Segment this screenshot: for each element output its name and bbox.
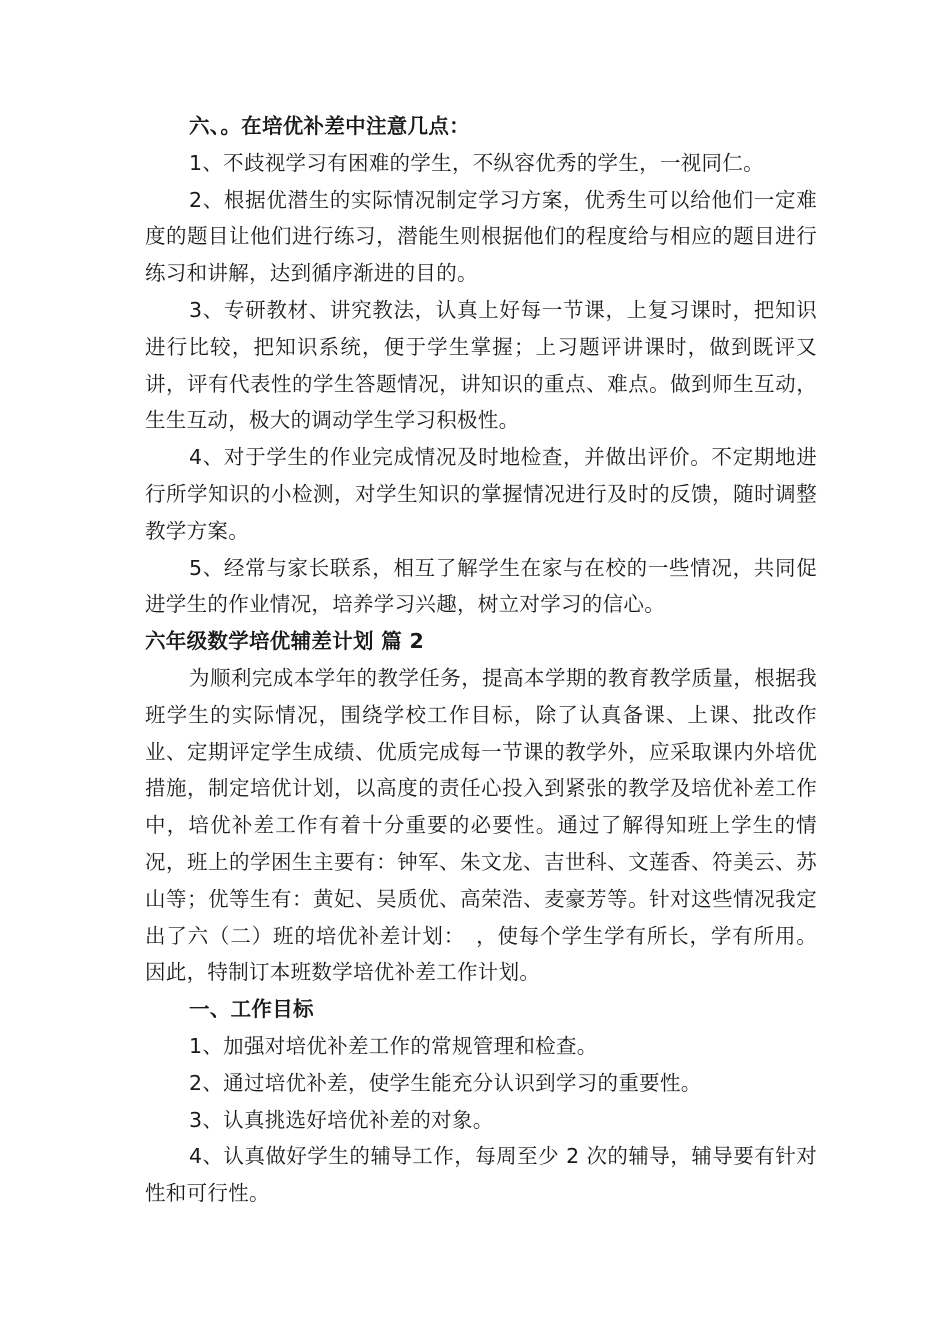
section-heading-six: 六、。在培优补差中注意几点： [189,114,470,138]
paragraph-item-2: 2、根据优潜生的实际情况制定学习方案，优秀生可以给他们一定难度的题目让他们进行练习，潜能生则根据他们的程度给与相应的题目进行练习和讲解，达到循序渐进的目的。 [145,187,817,286]
goal-item-2: 2、通过培优补差，使学生能充分认识到学习的重要性。 [189,1070,702,1095]
goal-item-3: 3、认真挑选好培优补差的对象。 [189,1107,494,1132]
paragraph-item-1: 1、不歧视学习有困难的学生，不纵容优秀的学生，一视同仁。 [189,150,764,175]
document-body [145,108,817,1212]
goal-item-1: 1、加强对培优补差工作的常规管理和检查。 [189,1033,598,1058]
article-title: 六年级数学培优辅差计划 篇 2 [145,629,425,654]
goal-item-4: 4、认真做好学生的辅导工作，每周至少 2 次的辅导，辅导要有针对性和可行性。 [145,1144,817,1206]
paragraph-item-5: 5、经常与家长联系，相互了解学生在家与在校的一些情况，共同促进学生的作业情况，培养学习兴趣，树立对学习的信心。 [145,555,817,617]
paragraph-item-4: 4、对于学生的作业完成情况及时地检查，并做出评价。不定期地进行所学知识的小检测，对学生知识的掌握情况进行及时的反馈，随时调整教学方案。 [145,445,817,543]
intro-paragraph: 为顺利完成本学年的教学任务，提高本学期的教育教学质量，根据我班学生的实际情况，围绕学校工作目标，除了认真备课、上课、批改作业、定期评定学生成绩、优质完成每一节课的教学外，应采取课内外培优措施，制定培优计划，以高度的责任心投入到紧张的教学及培优补差工作中，培优补差工作有着十分重要的必要性。通过了解得知班上学生的情况，班上的学困生主要有：钟军、朱文龙、吉世科、文莲香、符美云、苏山等；优等生有：黄妃、吴质优、高荣浩、麦豪芳等。针对这些情况我定出了六（二）班的培优补差计划： ，使每个学生学有所长，学有所用。因此，特制订本班数学培优补差工作计划。 [145,665,817,985]
section-heading-goals: 一、工作目标 [189,997,314,1022]
paragraph-item-3: 3、专研教材、讲究教法，认真上好每一节课，上复习课时，把知识进行比较，把知识系统，便于学生掌握；上习题评讲课时，做到既评又讲，评有代表性的学生答题情况，讲知识的重点、难点。做到师生互动，生生互动，极大的调动学生学习积极性。 [145,297,817,433]
